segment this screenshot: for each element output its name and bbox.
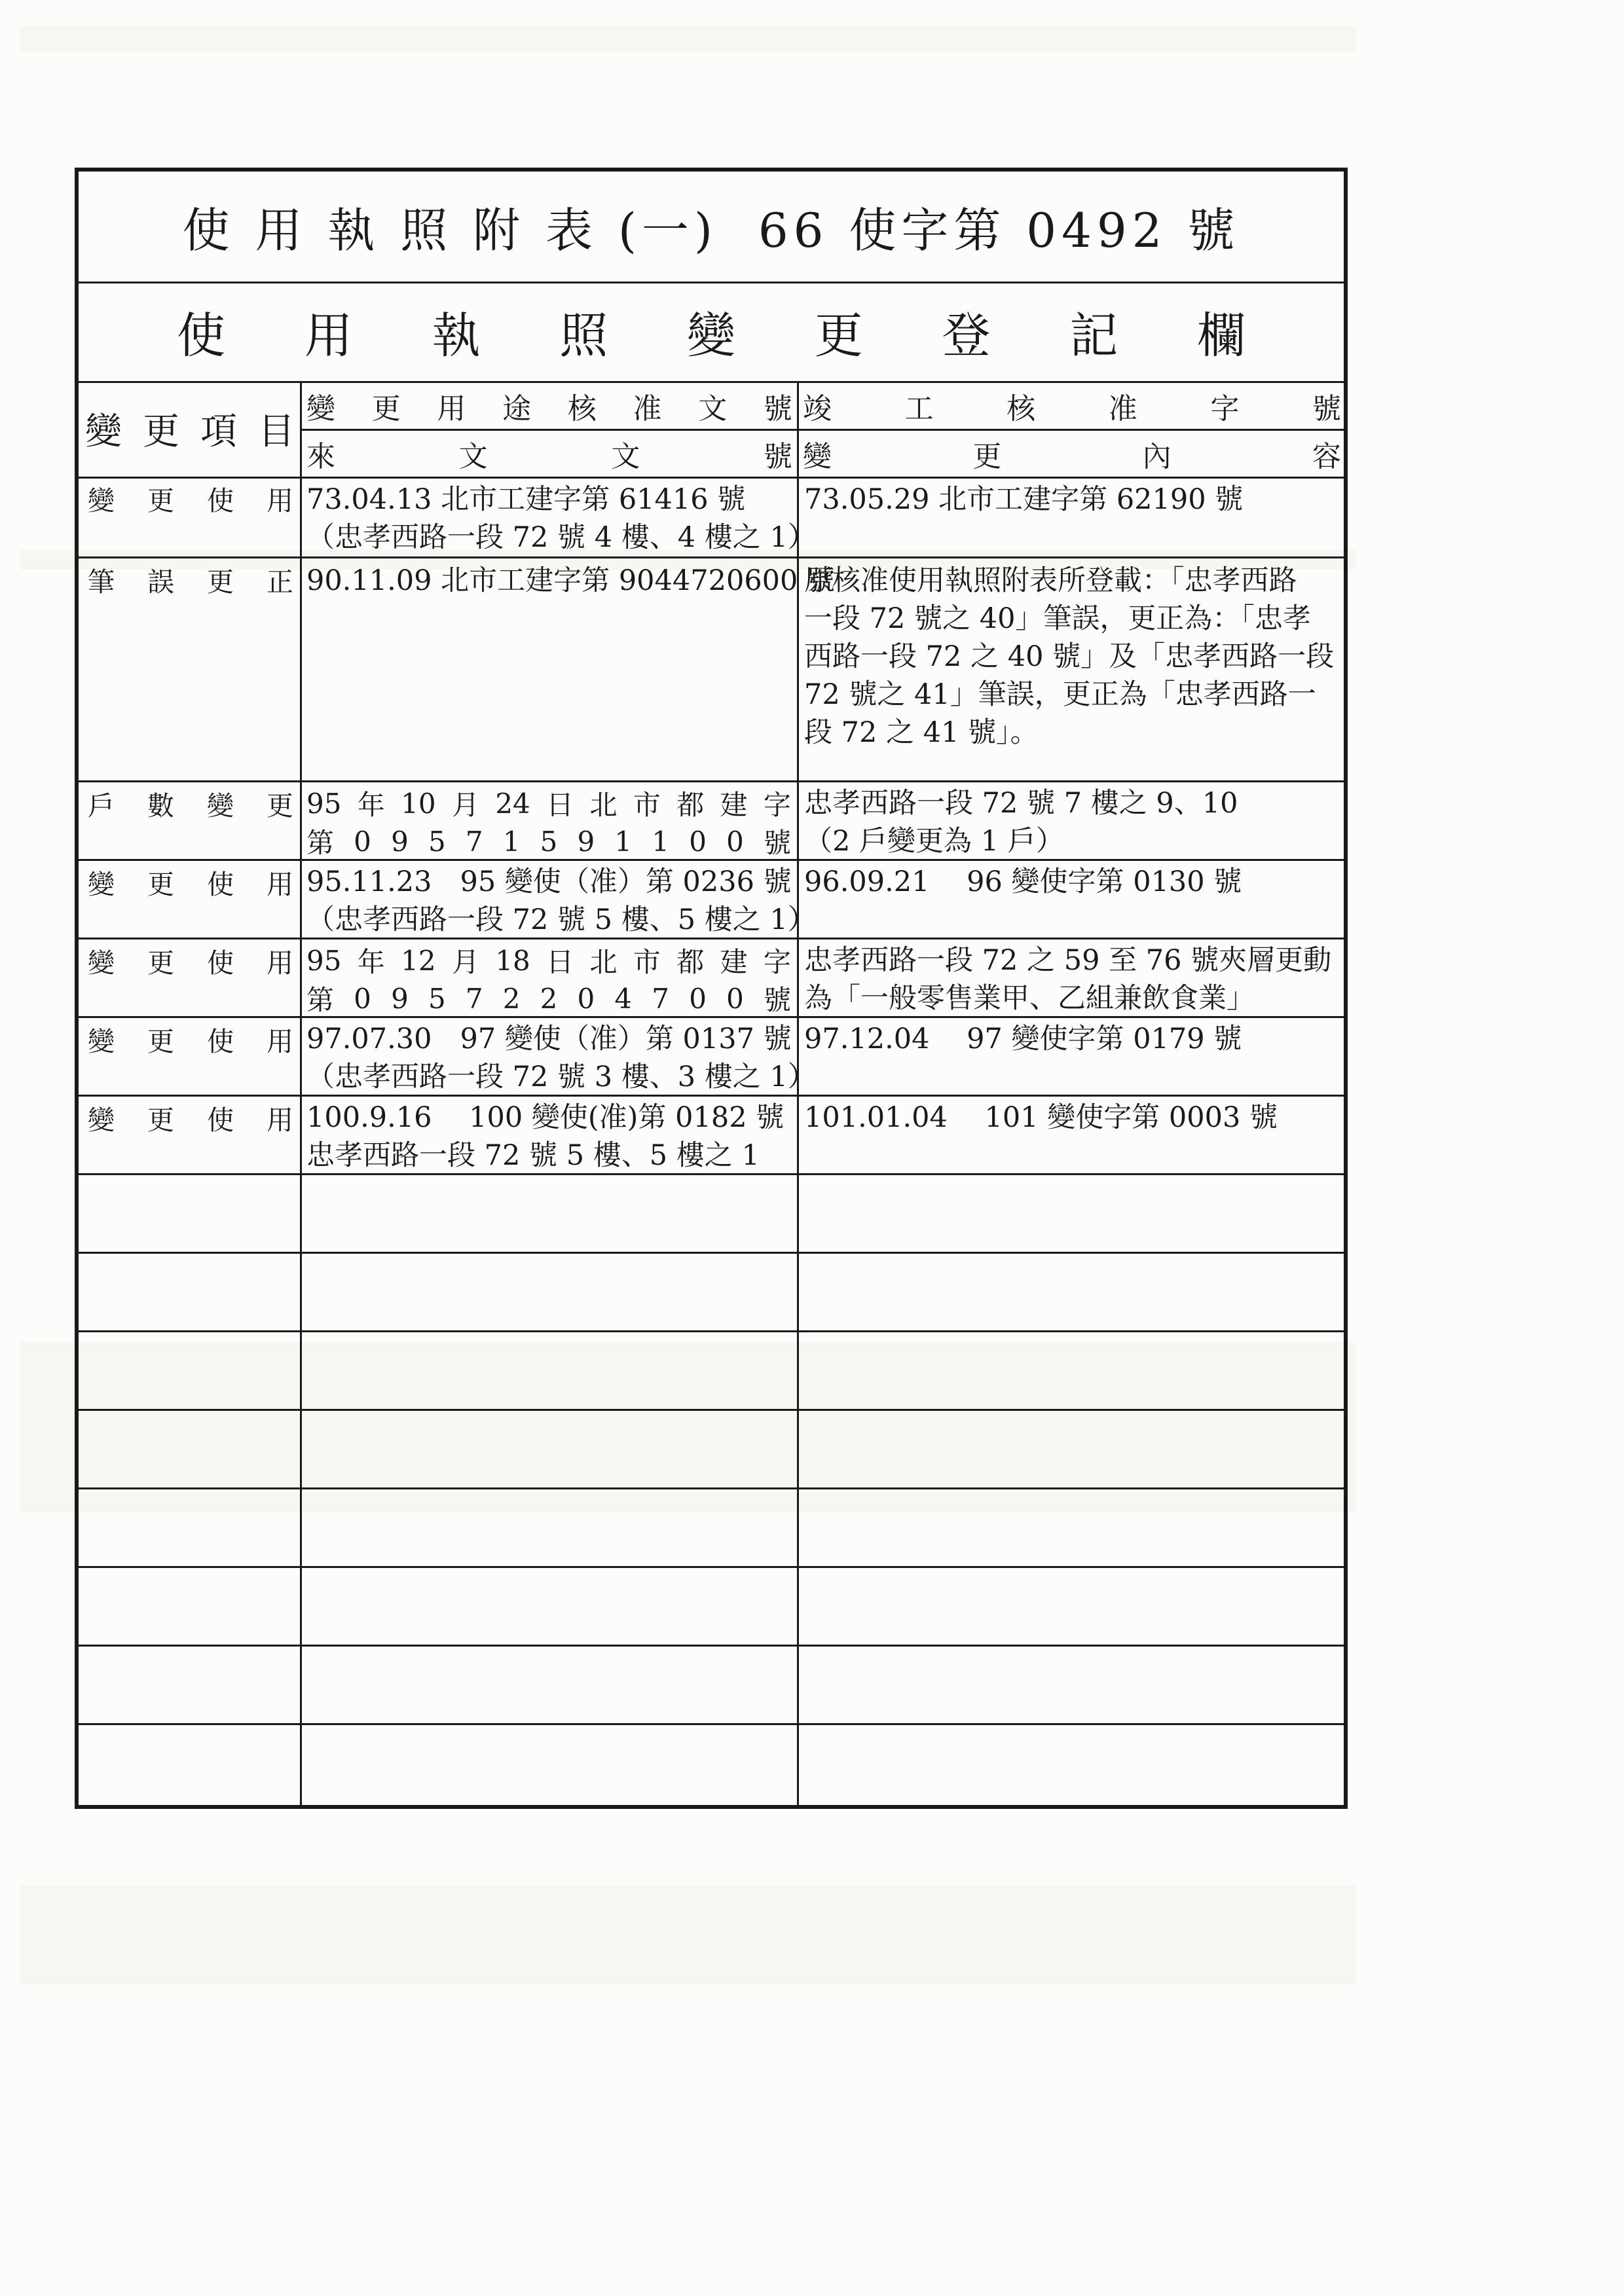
header-char: 文 — [698, 392, 728, 426]
cell-char: 0 — [726, 982, 744, 1015]
header-approval-number — [306, 383, 792, 429]
header-char: 來 — [306, 440, 335, 473]
row-content-cell — [804, 481, 1243, 519]
cell-char: 都 — [676, 789, 705, 821]
row-divider — [79, 1173, 1344, 1175]
cell-char: 筆 — [88, 566, 115, 598]
header-char: 更 — [143, 410, 179, 453]
row-divider — [79, 938, 1344, 939]
cell-char: 9 — [577, 825, 595, 858]
cell-line: 73.05.29 北市工建字第 62190 號 — [804, 483, 1244, 516]
cell-line: 原核准使用執照附表所登載：「忠孝西路 — [804, 564, 1297, 597]
cell-char: 更 — [147, 1025, 174, 1057]
cell-char: 2 — [540, 982, 558, 1015]
row-item-label — [88, 1020, 293, 1058]
cell-char: 10 — [401, 787, 436, 820]
header-char: 變 — [306, 392, 335, 426]
row-approval-cell — [306, 863, 816, 939]
header-char: 用 — [437, 392, 466, 426]
cell-char: 日 — [546, 946, 574, 978]
header-char: 變 — [85, 410, 122, 453]
cell-line: （2 戶變更為 1 戶） — [804, 825, 1064, 858]
cell-line: 95.11.23 95 變使（准）第 0236 號 — [306, 866, 792, 898]
cell-char: 5 — [540, 825, 558, 858]
row-approval-cell — [306, 1099, 784, 1175]
cell-char: 更 — [207, 566, 234, 598]
cell-char: 變 — [207, 790, 234, 822]
header-char: 核 — [567, 392, 597, 426]
cell-char: 4 — [614, 982, 633, 1015]
header-char: 號 — [763, 392, 792, 426]
header-char: 文 — [458, 440, 488, 473]
cell-line: 96.09.21 96 變使字第 0130 號 — [804, 866, 1242, 898]
cell-char: 第 — [306, 827, 335, 859]
row-approval-cell — [306, 562, 835, 600]
cell-char: 正 — [267, 566, 293, 598]
row-content-cell — [804, 1020, 1242, 1058]
section-title-char: 執 — [432, 308, 481, 364]
cell-line: 段 72 之 41 號」。 — [804, 716, 1039, 749]
empty-row-divider — [79, 1487, 1344, 1489]
cell-char: 變 — [88, 1104, 115, 1136]
cell-line: 97.07.30 97 變使（准）第 0137 號 — [306, 1023, 792, 1055]
divider — [302, 429, 1344, 431]
header-char: 核 — [1006, 392, 1036, 426]
header-change-item — [85, 383, 295, 475]
cell-line: 90.11.09 北市工建字第 9044720600 號 — [306, 564, 836, 597]
cell-line: 73.04.13 北市工建字第 61416 號 — [306, 483, 746, 516]
cell-char: 用 — [267, 1025, 293, 1057]
cell-char: 0 — [689, 825, 707, 858]
license-change-table — [75, 168, 1348, 1809]
cell-char: 12 — [401, 944, 436, 977]
section-title-char: 欄 — [1197, 308, 1246, 364]
empty-row-divider — [79, 1409, 1344, 1411]
cell-char: 0 — [577, 982, 595, 1015]
header-char: 工 — [904, 392, 934, 426]
header-char: 號 — [763, 440, 792, 473]
cell-char: 9 — [391, 825, 409, 858]
cell-char: 市 — [633, 946, 661, 978]
cell-char: 0 — [354, 982, 371, 1015]
section-title-char: 記 — [1069, 308, 1118, 364]
row-approval-line — [306, 822, 791, 860]
row-item-label — [88, 479, 293, 517]
cell-char: 變 — [88, 868, 115, 900]
cell-char: 5 — [428, 982, 446, 1015]
row-content-cell — [804, 863, 1242, 901]
row-divider — [79, 1095, 1344, 1097]
row-item-label — [88, 784, 293, 822]
section-title-char: 更 — [814, 308, 863, 364]
section-title-char: 變 — [687, 308, 735, 364]
header-char: 竣 — [803, 392, 832, 426]
cell-char: 用 — [267, 947, 293, 979]
cell-char: 7 — [465, 825, 483, 858]
row-content-cell — [804, 784, 1238, 860]
header-char: 途 — [502, 392, 532, 426]
cell-char: 用 — [267, 868, 293, 900]
cell-char: 更 — [147, 484, 174, 517]
header-char: 容 — [1312, 440, 1341, 473]
cell-line: 72 號之 41」筆誤，更正為「忠孝西路一 — [804, 678, 1316, 711]
cell-char: 誤 — [147, 566, 174, 598]
row-approval-line — [306, 979, 791, 1017]
header-char: 號 — [1312, 392, 1341, 426]
cell-char: 號 — [763, 827, 791, 859]
cell-char: 北 — [589, 946, 618, 978]
row-divider — [79, 556, 1344, 558]
row-content-cell — [804, 562, 1334, 752]
cell-char: 1 — [502, 825, 521, 858]
cell-line: 100.9.16 100 變使(准)第 0182 號 — [306, 1101, 784, 1134]
cell-char: 市 — [633, 789, 661, 821]
cell-line: （忠孝西路一段 72 號 4 樓、4 樓之 1） — [306, 521, 816, 554]
cell-char: 年 — [357, 946, 385, 978]
cell-line: （忠孝西路一段 72 號 5 樓、5 樓之 1） — [306, 903, 816, 936]
row-divider — [79, 780, 1344, 782]
header-char: 更 — [371, 392, 401, 426]
cell-char: 戶 — [88, 790, 115, 822]
cell-char: 使 — [207, 484, 234, 517]
row-approval-line — [306, 941, 791, 979]
cell-char: 用 — [267, 1104, 293, 1136]
cell-char: 變 — [88, 484, 115, 517]
cell-line: 一段 72 號之 40」筆誤，更正為：「忠孝 — [804, 602, 1311, 635]
cell-line: 101.01.04 101 變使字第 0003 號 — [804, 1101, 1278, 1134]
cell-char: 北 — [589, 789, 618, 821]
cell-char: 建 — [720, 946, 748, 978]
row-content-cell — [804, 1099, 1278, 1137]
cell-line: 97.12.04 97 變使字第 0179 號 — [804, 1023, 1242, 1055]
header-char: 內 — [1142, 440, 1172, 473]
cell-char: 95 — [306, 944, 342, 977]
section-title-char: 使 — [177, 308, 225, 364]
empty-row-divider — [79, 1723, 1344, 1725]
cell-char: 7 — [652, 982, 670, 1015]
cell-char: 1 — [614, 825, 633, 858]
row-divider — [79, 859, 1344, 861]
cell-char: 都 — [676, 946, 705, 978]
section-title-char: 照 — [559, 308, 608, 364]
header-char: 項 — [200, 410, 237, 453]
page-title: 使 用 執 照 附 表 (一) 66 使字第 0492 號 — [182, 203, 1240, 258]
cell-char: 7 — [465, 982, 483, 1015]
cell-line: 西路一段 72 之 40 號」及「忠孝西路一段 — [804, 640, 1335, 673]
cell-char: 0 — [354, 825, 371, 858]
cell-char: 2 — [502, 982, 521, 1015]
cell-line: 忠孝西路一段 72 之 59 至 76 號夾層更動 — [804, 944, 1332, 977]
cell-char: 使 — [207, 1104, 234, 1136]
cell-char: 9 — [391, 982, 409, 1015]
header-char: 准 — [1108, 392, 1137, 426]
row-content-cell — [804, 941, 1331, 1017]
cell-char: 數 — [147, 790, 174, 822]
row-approval-cell — [306, 481, 816, 556]
cell-char: 使 — [207, 947, 234, 979]
header-change-content — [803, 431, 1341, 477]
row-item-label — [88, 560, 293, 598]
cell-char: 1 — [652, 825, 670, 858]
section-title — [177, 283, 1246, 381]
cell-char: 年 — [357, 789, 385, 821]
row-approval-line — [306, 784, 791, 822]
cell-char: 用 — [267, 484, 293, 517]
header-char: 准 — [633, 392, 662, 426]
row-item-label — [88, 1099, 293, 1137]
cell-char: 日 — [546, 789, 574, 821]
cell-line: 為「一般零售業甲、乙組兼飲食業」 — [804, 982, 1255, 1015]
cell-char: 更 — [147, 947, 174, 979]
header-incoming-doc — [306, 431, 792, 477]
header-char: 變 — [803, 440, 832, 473]
cell-char: 變 — [88, 947, 115, 979]
cell-char: 號 — [763, 984, 791, 1016]
column-divider — [300, 381, 302, 1805]
scan-artifact — [20, 1886, 1356, 1984]
cell-char: 18 — [495, 944, 530, 977]
header-char: 更 — [972, 440, 1002, 473]
cell-char: 建 — [720, 789, 748, 821]
empty-row-divider — [79, 1566, 1344, 1568]
row-divider — [79, 1016, 1344, 1018]
section-title-char: 登 — [942, 308, 991, 364]
row-item-label — [88, 863, 293, 901]
scan-artifact — [20, 26, 1356, 52]
header-completion-number — [803, 383, 1341, 429]
cell-char: 字 — [763, 946, 791, 978]
cell-char: 5 — [428, 825, 446, 858]
cell-char: 第 — [306, 984, 335, 1016]
cell-char: 更 — [147, 868, 174, 900]
empty-row-divider — [79, 1645, 1344, 1647]
cell-char: 更 — [147, 1104, 174, 1136]
cell-char: 95 — [306, 787, 342, 820]
cell-char: 更 — [267, 790, 293, 822]
cell-char: 變 — [88, 1025, 115, 1057]
cell-char: 0 — [689, 982, 707, 1015]
row-approval-cell — [306, 1020, 816, 1096]
cell-char: 使 — [207, 1025, 234, 1057]
header-char: 文 — [611, 440, 640, 473]
cell-char: 24 — [495, 787, 530, 820]
header-char: 目 — [258, 410, 295, 453]
cell-char: 使 — [207, 868, 234, 900]
cell-char: 字 — [763, 789, 791, 821]
cell-line: 忠孝西路一段 72 號 7 樓之 9、10 — [804, 787, 1238, 820]
cell-char: 0 — [726, 825, 744, 858]
section-title-char: 用 — [304, 308, 353, 364]
cell-line: 忠孝西路一段 72 號 5 樓、5 樓之 1 — [306, 1139, 760, 1172]
empty-row-divider — [79, 1252, 1344, 1254]
empty-row-divider — [79, 1330, 1344, 1332]
cell-char: 月 — [451, 789, 479, 821]
cell-char: 月 — [451, 946, 479, 978]
cell-line: （忠孝西路一段 72 號 3 樓、3 樓之 1） — [306, 1061, 816, 1093]
row-item-label — [88, 941, 293, 979]
header-char: 字 — [1210, 392, 1240, 426]
